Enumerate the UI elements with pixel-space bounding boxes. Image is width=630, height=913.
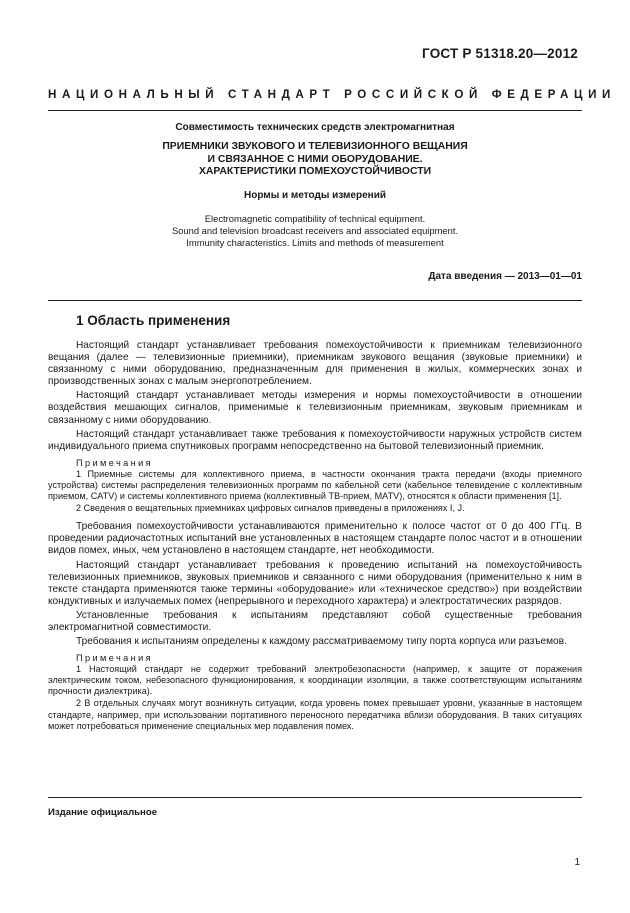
page-number: 1 bbox=[574, 857, 580, 868]
note: 2 Сведения о вещательных приемниках цифровых сигналов приведены в приложениях I, J. bbox=[76, 503, 465, 514]
paragraph: Настоящий стандарт устанавливает также требования к помехоустойчивости наружных устройств систем индивидуального приема спутниковых программ непосредственно на бытовой телевизионный приемник. bbox=[48, 428, 582, 452]
introduction-date: Дата введения — 2013—01—01 bbox=[428, 271, 582, 282]
title-english-line: Immunity characteristics. Limits and methods of measurement bbox=[186, 237, 444, 249]
note: 1 Приемные системы для коллективного приема, в частности окончания тракта передачи (входы приемного устройства) системы распределения телевизионных программ по кабельной сети (кабельное телевидение с коллективным приемом, CATV) и системы коллективного приема (коллективный ТВ-прием, MATV), относятся к области применения [1]. bbox=[48, 468, 582, 502]
paragraph: Настоящий стандарт устанавливает методы измерения и нормы помехоустойчивости в отношении воздействия мешающих сигналов, применимые к телевизионным приемникам, звуковым приемникам и связанному с ними оборудованию. bbox=[48, 390, 582, 426]
national-standard-banner: НАЦИОНАЛЬНЫЙ СТАНДАРТ РОССИЙСКОЙ ФЕДЕРАЦИИ bbox=[48, 88, 616, 101]
section-body bbox=[48, 340, 582, 733]
title-subtitle: Нормы и методы измерений bbox=[243, 190, 387, 201]
footer-divider bbox=[48, 797, 582, 798]
title-english bbox=[48, 213, 582, 250]
section-heading: 1 Область применения bbox=[76, 313, 231, 328]
title-main-line: И СВЯЗАННОЕ С НИМИ ОБОРУДОВАНИЕ. bbox=[207, 153, 423, 165]
notes-label: Примечания bbox=[76, 653, 154, 664]
official-edition-label: Издание официальное bbox=[48, 807, 158, 818]
paragraph: Настоящий стандарт устанавливает требования к проведению испытаний на помехоустойчивость телевизионных приемников, звуковых приемников и связанного с ними оборудования (применительно к ним в тексте стандарта применяются также термины «оборудование» или «техническое средство») при воздействии кондуктивных и излучаемых помех (непрерывного и переходного характера) и электростатических разрядов. bbox=[48, 559, 582, 607]
title-main-line: ПРИЕМНИКИ ЗВУКОВОГО И ТЕЛЕВИЗИОННОГО ВЕЩАНИЯ bbox=[162, 141, 468, 152]
date-divider bbox=[48, 300, 582, 301]
top-divider bbox=[48, 110, 582, 111]
note: 2 В отдельных случаях могут возникнуть ситуации, когда уровень помех превышает уровни, указанные в настоящем стандарте, например, при использовании портативного переносного передатчика вблизи оборудования. В таких ситуациях может потребоваться применение специальных мер подавления помех. bbox=[48, 698, 582, 731]
paragraph: Требования помехоустойчивости устанавливаются применительно к полосе частот от 0 до 400 ГГц. В проведении радиочастотных испытаний вне установленных в настоящем стандарте полос частот и в отношении видов помех, иных, чем установлено в настоящем стандарте, нет необходимости. bbox=[48, 521, 582, 557]
title-english-line: Electromagnetic compatibility of technical equipment. bbox=[204, 213, 426, 224]
notes-label: Примечания bbox=[76, 457, 154, 468]
title-main-line: ХАРАКТЕРИСТИКИ ПОМЕХОУСТОЙЧИВОСТИ bbox=[198, 166, 432, 177]
paragraph: Установленные требования к испытаниям представляют собой существенные требования электромагнитной совместимости. bbox=[48, 609, 582, 633]
title-top: Совместимость технических средств электромагнитная bbox=[175, 122, 455, 133]
title-main bbox=[48, 141, 582, 179]
title-english-line: Sound and television broadcast receivers and associated equipment. bbox=[171, 225, 459, 237]
note: 1 Настоящий стандарт не содержит требований электробезопасности (например, к защите от поражения электрическим током, небезопасного функционирования, к координации изоляции, а также соответствующим испытаниям прочности диэлектрика). bbox=[48, 664, 582, 697]
gost-number: ГОСТ Р 51318.20—2012 bbox=[422, 46, 578, 61]
paragraph: Требования к испытаниям определены к каждому рассматриваемому типу порта корпуса или разъемов. bbox=[76, 636, 567, 648]
paragraph: Настоящий стандарт устанавливает требования помехоустойчивости к приемникам телевизионного вещания (далее — телевизионные приемники), приемникам звукового вещания (звуковые приемники) и связанному с ними оборудованию, предназначенным для применения в жилых, коммерческих зонах и производственных зонах с малым энергопотреблением. bbox=[48, 340, 582, 388]
